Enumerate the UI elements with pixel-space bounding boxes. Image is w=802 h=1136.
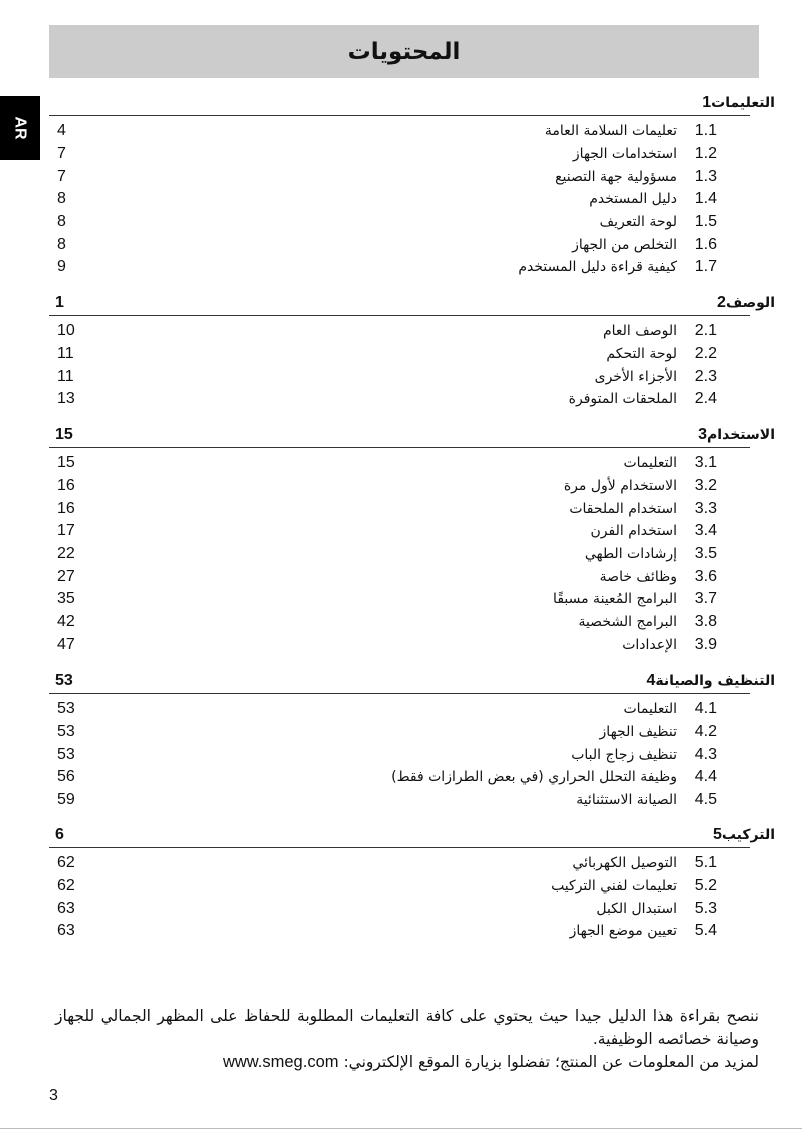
- section-divider: [49, 693, 750, 694]
- toc-section: [49, 292, 775, 411]
- entry-number: 2.2: [694, 345, 717, 363]
- entry-title: الصيانة الاستثنائية: [576, 792, 677, 809]
- entry-title: التوصيل الكهربائي: [572, 855, 677, 872]
- entry-number: 5.1: [694, 854, 717, 872]
- toc-section: [49, 824, 775, 943]
- entry-title: تنظيف زجاج الباب: [571, 746, 677, 763]
- section-page-number: 15: [55, 426, 73, 443]
- entry-title: الاستخدام لأول مرة: [563, 478, 677, 495]
- toc-entry[interactable]: [49, 188, 717, 211]
- toc-section: [49, 670, 775, 811]
- footer-note: [55, 1005, 759, 1074]
- toc-entry[interactable]: [49, 320, 717, 343]
- toc-entry[interactable]: [49, 588, 717, 611]
- toc-entry[interactable]: [49, 497, 717, 520]
- entry-label-group: [563, 500, 717, 518]
- entry-page-number: 11: [57, 345, 74, 363]
- entry-label-group: [617, 454, 717, 472]
- entry-page-number: 7: [57, 167, 66, 185]
- toc-entry[interactable]: [49, 120, 717, 143]
- entry-title: إرشادات الطهي: [584, 546, 677, 563]
- entry-label-group: [594, 568, 717, 586]
- entry-number: 1.7: [694, 258, 717, 276]
- entry-number: 5.3: [694, 899, 717, 917]
- entry-number: 3.6: [694, 567, 717, 585]
- entry-page-number: 13: [57, 390, 75, 408]
- entry-number: 1.1: [694, 122, 717, 140]
- toc-entry[interactable]: [49, 852, 717, 875]
- entry-label-group: [579, 545, 717, 563]
- toc-entry[interactable]: [49, 698, 717, 721]
- entry-page-number: 9: [57, 258, 66, 276]
- entry-page-number: 11: [57, 367, 74, 385]
- entry-title: وظائف خاصة: [599, 568, 677, 585]
- entry-label-group: [570, 791, 717, 809]
- section-number: 3: [698, 426, 708, 443]
- entry-number: 1.5: [694, 213, 717, 231]
- entry-label-group: [590, 900, 717, 918]
- entry-number: 5.4: [694, 922, 717, 940]
- entry-number: 3.2: [694, 477, 717, 495]
- entry-label-group: [547, 590, 717, 608]
- toc-section: [49, 424, 775, 656]
- toc-entry[interactable]: [49, 365, 717, 388]
- entry-title: البرامج الشخصية: [578, 614, 677, 631]
- entry-title: تنظيف الجهاز: [599, 724, 677, 741]
- entry-number: 1.6: [694, 235, 717, 253]
- toc-entry[interactable]: [49, 452, 717, 475]
- entry-title: كيفية قراءة دليل المستخدم: [518, 259, 677, 276]
- entry-label-group: [600, 345, 717, 363]
- entry-number: 1.2: [694, 145, 717, 163]
- section-divider: [49, 447, 750, 448]
- entry-page-number: 8: [57, 213, 66, 231]
- entry-list: [49, 852, 775, 943]
- toc-entry[interactable]: [49, 634, 717, 657]
- entry-title: الإعدادات: [622, 636, 677, 653]
- section-heading[interactable]: [49, 292, 775, 314]
- entry-page-number: 62: [57, 877, 75, 895]
- section-heading[interactable]: [49, 824, 775, 846]
- toc-entry[interactable]: [49, 543, 717, 566]
- entry-title: تعيين موضع الجهاز: [569, 923, 677, 940]
- entry-label-group: [566, 236, 717, 254]
- entry-label-group: [572, 613, 717, 631]
- section-title: [698, 426, 775, 444]
- entry-page-number: 17: [57, 522, 75, 540]
- section-heading[interactable]: [49, 92, 775, 114]
- section-number: 1: [702, 94, 712, 111]
- toc-entry[interactable]: [49, 211, 717, 234]
- section-divider: [49, 847, 750, 848]
- entry-label-group: [567, 145, 717, 163]
- page-title: المحتويات: [49, 25, 759, 78]
- entry-label-group: [512, 258, 717, 276]
- entry-number: 3.5: [694, 545, 717, 563]
- section-heading[interactable]: [49, 670, 775, 692]
- section-label: التركيب: [721, 827, 775, 843]
- section-number: 4: [646, 672, 656, 689]
- toc-entry[interactable]: [49, 343, 717, 366]
- section-title: [717, 294, 775, 312]
- entry-label-group: [616, 636, 717, 654]
- entry-list: [49, 452, 775, 656]
- entry-title: استخدام الفرن: [590, 523, 677, 540]
- entry-number: 3.7: [694, 590, 717, 608]
- entry-label-group: [594, 213, 717, 231]
- entry-page-number: 53: [57, 745, 75, 763]
- toc-entry[interactable]: [49, 766, 717, 789]
- entry-number: 4.2: [694, 723, 717, 741]
- entry-label-group: [565, 746, 717, 764]
- toc-entry[interactable]: [49, 233, 717, 256]
- entry-list: [49, 698, 775, 811]
- entry-label-group: [597, 322, 717, 340]
- entry-page-number: 7: [57, 145, 66, 163]
- toc-entry[interactable]: [49, 721, 717, 744]
- section-number: 5: [712, 826, 722, 843]
- entry-page-number: 16: [57, 477, 75, 495]
- entry-number: 4.5: [694, 791, 717, 809]
- footer-paragraph: ننصح بقراءة هذا الدليل جيدا حيث يحتوي على كافة التعليمات المطلوبة للحفاظ على المظهر الجمالي للجهاز وصيانة خصائصه الوظيفية.: [55, 1007, 759, 1048]
- toc-entry[interactable]: [49, 897, 717, 920]
- entry-title: الوصف العام: [602, 323, 677, 340]
- entry-number: 1.3: [694, 167, 717, 185]
- section-page-number: 6: [55, 826, 64, 843]
- entry-title: وظيفة التحلل الحراري (في بعض الطرازات فقط): [391, 769, 677, 786]
- language-code: AR: [11, 116, 29, 140]
- toc-section: [49, 92, 775, 279]
- entry-label-group: [617, 700, 717, 718]
- entry-page-number: 62: [57, 854, 75, 872]
- entry-title: التعليمات: [623, 455, 677, 472]
- entry-label-group: [385, 768, 717, 786]
- section-label: التنظيف والصيانة: [655, 673, 775, 689]
- entry-number: 1.4: [694, 190, 717, 208]
- footer-website: [55, 1051, 759, 1074]
- entry-label-group: [566, 854, 717, 872]
- toc-entry[interactable]: [49, 611, 717, 634]
- section-title: [713, 826, 775, 844]
- entry-page-number: 16: [57, 499, 75, 517]
- toc-entry[interactable]: [49, 565, 717, 588]
- entry-number: 4.4: [694, 768, 717, 786]
- entry-title: استخدام الملحقات: [569, 500, 677, 517]
- entry-title: دليل المستخدم: [589, 191, 677, 208]
- toc-entry[interactable]: [49, 388, 717, 411]
- entry-number: 3.4: [694, 522, 717, 540]
- toc-entry[interactable]: [49, 743, 717, 766]
- entry-list: [49, 120, 775, 279]
- entry-label-group: [585, 522, 717, 540]
- entry-label-group: [583, 190, 717, 208]
- toc-entry[interactable]: [49, 475, 717, 498]
- entry-page-number: 10: [57, 322, 75, 340]
- entry-label-group: [563, 390, 717, 408]
- section-label: التعليمات: [711, 95, 775, 111]
- entry-title: تعليمات السلامة العامة: [544, 123, 677, 140]
- entry-page-number: 56: [57, 768, 75, 786]
- toc-entry[interactable]: [49, 143, 717, 166]
- entry-number: 4.3: [694, 745, 717, 763]
- section-label: الوصف: [725, 295, 775, 311]
- entry-page-number: 42: [57, 613, 75, 631]
- entry-title: استخدامات الجهاز: [572, 146, 677, 163]
- entry-number: 5.2: [694, 877, 717, 895]
- toc-entry[interactable]: [49, 520, 717, 543]
- entry-title: التعليمات: [623, 701, 677, 718]
- entry-number: 3.1: [694, 454, 717, 472]
- entry-page-number: 53: [57, 700, 75, 718]
- entry-number: 2.4: [694, 390, 717, 408]
- entry-title: الأجزاء الأخرى: [594, 368, 677, 385]
- entry-label-group: [564, 922, 717, 940]
- entry-label-group: [594, 723, 717, 741]
- toc-entry[interactable]: [49, 789, 717, 812]
- section-page-number: 53: [55, 672, 73, 689]
- section-heading[interactable]: [49, 424, 775, 446]
- entry-number: 3.9: [694, 635, 717, 653]
- entry-page-number: 63: [57, 922, 75, 940]
- section-label: الاستخدام: [707, 427, 775, 443]
- entry-number: 3.8: [694, 613, 717, 631]
- entry-label-group: [589, 368, 717, 386]
- entry-page-number: 53: [57, 723, 75, 741]
- website-link[interactable]: www.smeg.com: [222, 1053, 339, 1071]
- toc-entry[interactable]: [49, 165, 717, 188]
- entry-page-number: 59: [57, 791, 75, 809]
- entry-list: [49, 320, 775, 411]
- entry-label-group: [545, 877, 717, 895]
- entry-title: لوحة التحكم: [606, 346, 677, 363]
- section-page-number: 1: [55, 294, 64, 311]
- entry-number: 3.3: [694, 499, 717, 517]
- entry-title: البرامج المُعينة مسبقًا: [553, 591, 677, 608]
- entry-label-group: [558, 477, 717, 495]
- entry-page-number: 22: [57, 545, 75, 563]
- entry-page-number: 47: [57, 635, 75, 653]
- entry-page-number: 8: [57, 235, 66, 253]
- entry-title: مسؤولية جهة التصنيع: [555, 168, 677, 185]
- entry-page-number: 15: [57, 454, 75, 472]
- entry-page-number: 35: [57, 590, 75, 608]
- section-title: [702, 94, 775, 112]
- toc-entry[interactable]: [49, 256, 717, 279]
- section-divider: [49, 315, 750, 316]
- footer-website-text: لمزيد من المعلومات عن المنتج؛ تفضلوا بزيارة الموقع الإلكتروني:: [343, 1053, 759, 1071]
- toc-entry[interactable]: [49, 920, 717, 943]
- entry-page-number: 4: [57, 122, 66, 140]
- entry-page-number: 8: [57, 190, 66, 208]
- entry-number: 4.1: [694, 700, 717, 718]
- entry-title: الملحقات المتوفرة: [568, 391, 677, 408]
- language-tab: [0, 96, 40, 160]
- entry-title: لوحة التعريف: [599, 214, 677, 231]
- entry-title: تعليمات لفني التركيب: [551, 878, 677, 895]
- entry-page-number: 63: [57, 899, 75, 917]
- entry-number: 2.3: [694, 367, 717, 385]
- section-title: [646, 672, 775, 690]
- section-divider: [49, 115, 750, 116]
- toc-entry[interactable]: [49, 875, 717, 898]
- entry-page-number: 27: [57, 567, 75, 585]
- bottom-divider: [0, 1128, 802, 1129]
- entry-title: التخلص من الجهاز: [572, 236, 677, 253]
- entry-label-group: [549, 168, 717, 186]
- page-number: 3: [49, 1087, 58, 1104]
- entry-number: 2.1: [694, 322, 717, 340]
- entry-title: استبدال الكبل: [596, 900, 677, 917]
- section-number: 2: [717, 294, 726, 311]
- entry-label-group: [539, 122, 717, 140]
